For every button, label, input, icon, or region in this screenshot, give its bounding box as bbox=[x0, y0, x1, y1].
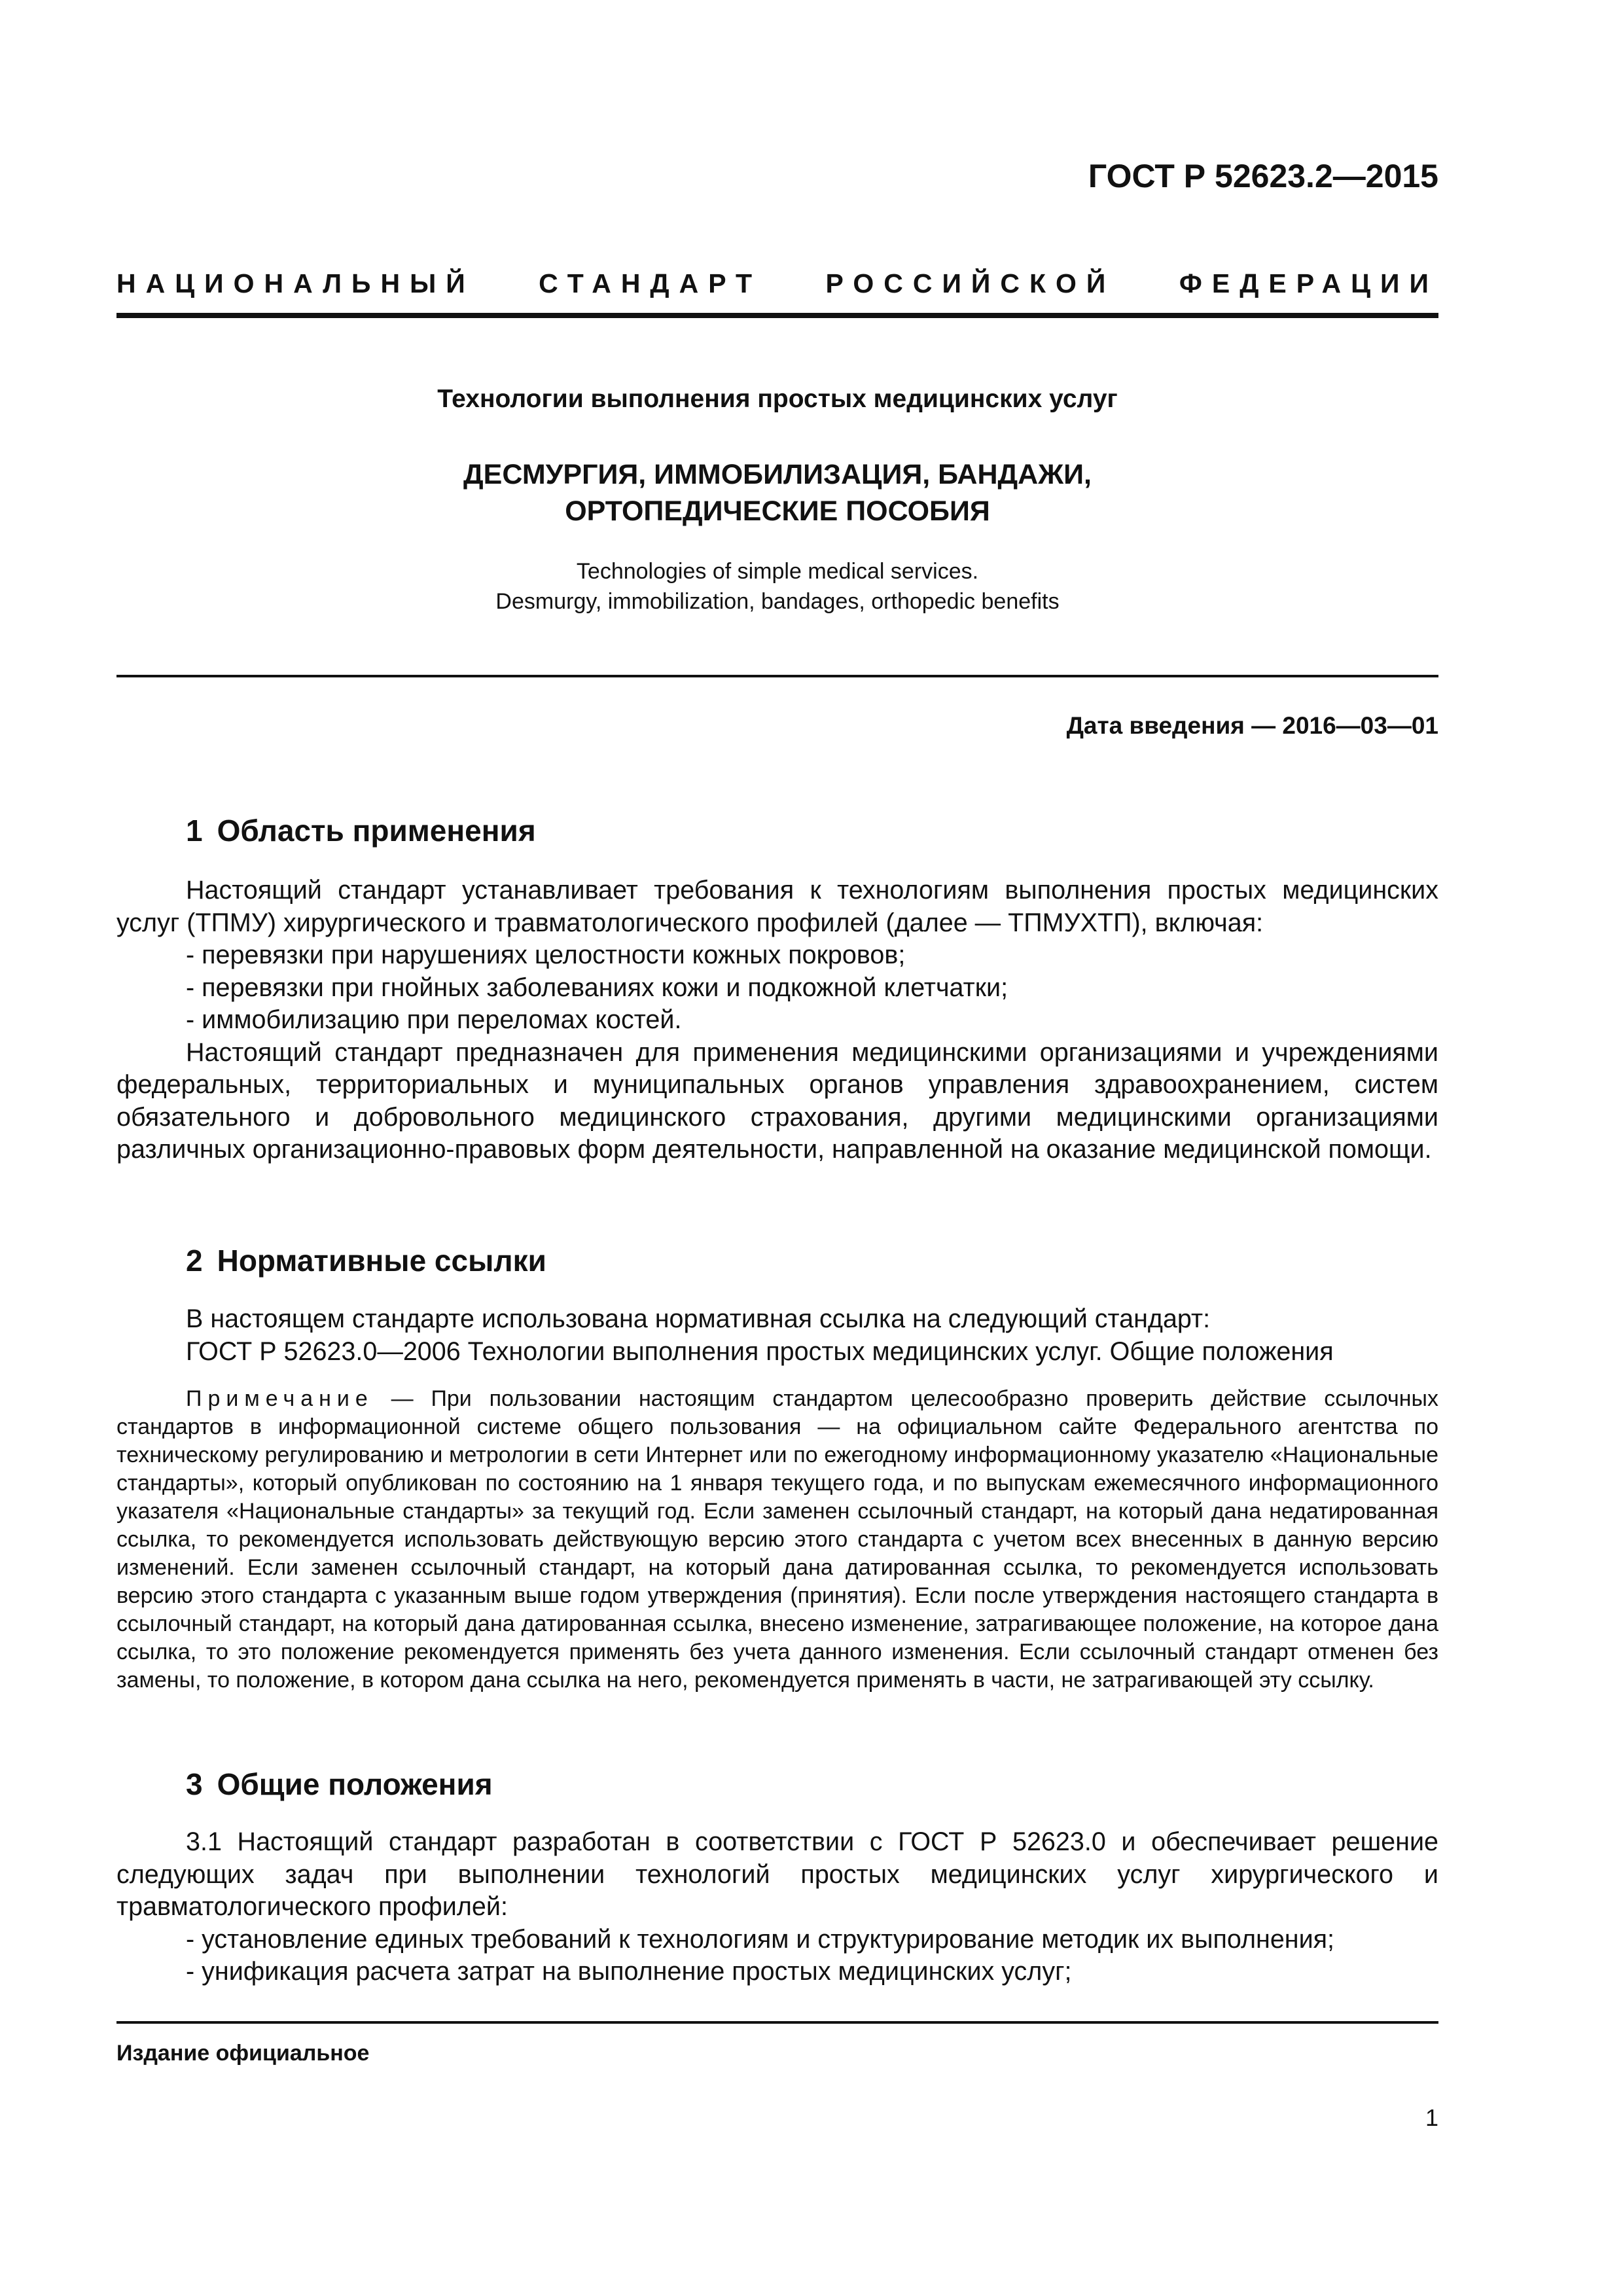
section-3-list-item: - установление единых требований к технологиям и структурирование методик их выполнения; bbox=[186, 1924, 1335, 1954]
section-3-body bbox=[116, 1826, 1438, 1988]
section-2-body bbox=[116, 1303, 1438, 1368]
page-number: 1 bbox=[1425, 2104, 1438, 2131]
section-3-list-item: - унификация расчета затрат на выполнение простых медицинских услуг; bbox=[186, 1957, 1072, 1986]
section-3-number: 3 bbox=[186, 1767, 203, 1801]
introduction-date: Дата введения — 2016—03—01 bbox=[1066, 712, 1438, 739]
national-standard-title: НАЦИОНАЛЬНЫЙ СТАНДАРТ РОССИЙСКОЙ ФЕДЕРАЦИИ bbox=[116, 268, 1438, 298]
section-2-number: 2 bbox=[186, 1244, 203, 1278]
section-1-paragraph-1: Настоящий стандарт устанавливает требования к технологиям выполнения простых медицинских услуг (ТПМУ) хирургического и травматологического профилей (далее — ТПМУХТП), включая: bbox=[116, 876, 1438, 937]
section-1-body bbox=[116, 874, 1438, 1166]
english-title-line1: Technologies of simple medical services. bbox=[576, 559, 979, 584]
section-3-paragraph-1: 3.1 Настоящий стандарт разработан в соответствии с ГОСТ Р 52623.0 и обеспечивает решение следующих задач при выполнении технологий простых медицинских услуг хирургического и травматологического профилей: bbox=[116, 1827, 1438, 1921]
section-3-title: Общие положения bbox=[217, 1767, 493, 1801]
document-number: ГОСТ Р 52623.2—2015 bbox=[1088, 158, 1438, 194]
main-title-line2: ОРТОПЕДИЧЕСКИЕ ПОСОБИЯ bbox=[565, 495, 990, 527]
section-2-line-1: В настоящем стандарте использована нормативная ссылка на следующий стандарт: bbox=[186, 1304, 1211, 1333]
section-2-heading bbox=[186, 1243, 546, 1278]
note-label: Примечание bbox=[186, 1386, 374, 1411]
note-text: — При пользовании настоящим стандартом целесообразно проверить действие ссылочных стандартов в информационной системе общего пользования — на официальном сайте Федерального агентства по техническому регулированию и метрологии в сети Интернет или по ежегодному информационному указателю «Национальные стандарты», который опубликован по состоянию на 1 января текущего года, и по выпускам ежемесячного информационного указателя «Национальные стандарты» за текущий год. Если заменен ссылочный стандарт, на который дана недатированная ссылка, то рекомендуется использовать действующую версию этого стандарта с учетом всех внесенных в данную версию изменений. Если заменен ссылочный стандарт, на который дана датированная ссылка, то рекомендуется использовать версию этого стандарта с указанным выше годом утверждения (принятия). Если после утверждения настоящего стандарта в ссылочный стандарт, на который дана датированная ссылка, внесено изменение, затрагивающее положение, на которое дана ссылка, то это положение рекомендуется применять без учета данного изменения. Если ссылочный стандарт отменен без замены, то положение, в котором дана ссылка на него, рекомендуется применять в части, не затрагивающей эту ссылку. bbox=[116, 1386, 1438, 1693]
section-1-paragraph-2: Настоящий стандарт предназначен для применения медицинскими организациями и учреждениями федеральных, территориальных и муниципальных органов управления здравоохранением, систем обязательного и добровольного медицинского страхования, другими медицинскими организациями различных организационно-правовых форм деятельности, направленной на оказание медицинской помощи. bbox=[116, 1037, 1438, 1164]
section-1-heading bbox=[186, 813, 536, 848]
section-3-heading bbox=[186, 1767, 493, 1802]
section-1-list-item: - перевязки при гнойных заболеваниях кожи и подкожной клетчатки; bbox=[186, 973, 1008, 1002]
section-1-list-item: - иммобилизацию при переломах костей. bbox=[186, 1005, 682, 1034]
section-2-title: Нормативные ссылки bbox=[217, 1244, 546, 1278]
header-rule bbox=[116, 313, 1438, 318]
section-1-title: Область применения bbox=[217, 814, 536, 848]
section-1-number: 1 bbox=[186, 814, 203, 848]
english-title bbox=[116, 556, 1438, 617]
english-title-line2: Desmurgy, immobilization, bandages, orthopedic benefits bbox=[495, 589, 1060, 614]
section-2-reference: ГОСТ Р 52623.0—2006 Технологии выполнения простых медицинских услуг. Общие положения bbox=[186, 1336, 1334, 1366]
main-title bbox=[116, 456, 1438, 529]
main-title-line1: ДЕСМУРГИЯ, ИММОБИЛИЗАЦИЯ, БАНДАЖИ, bbox=[463, 459, 1092, 490]
official-edition-label: Издание официальное bbox=[116, 2041, 370, 2066]
footer-rule bbox=[116, 2021, 1438, 2024]
title-rule bbox=[116, 675, 1438, 677]
group-title: Технологии выполнения простых медицинских услуг bbox=[437, 385, 1118, 413]
section-1-list-item: - перевязки при нарушениях целостности кожных покровов; bbox=[186, 941, 906, 969]
section-2-note bbox=[116, 1385, 1438, 1695]
